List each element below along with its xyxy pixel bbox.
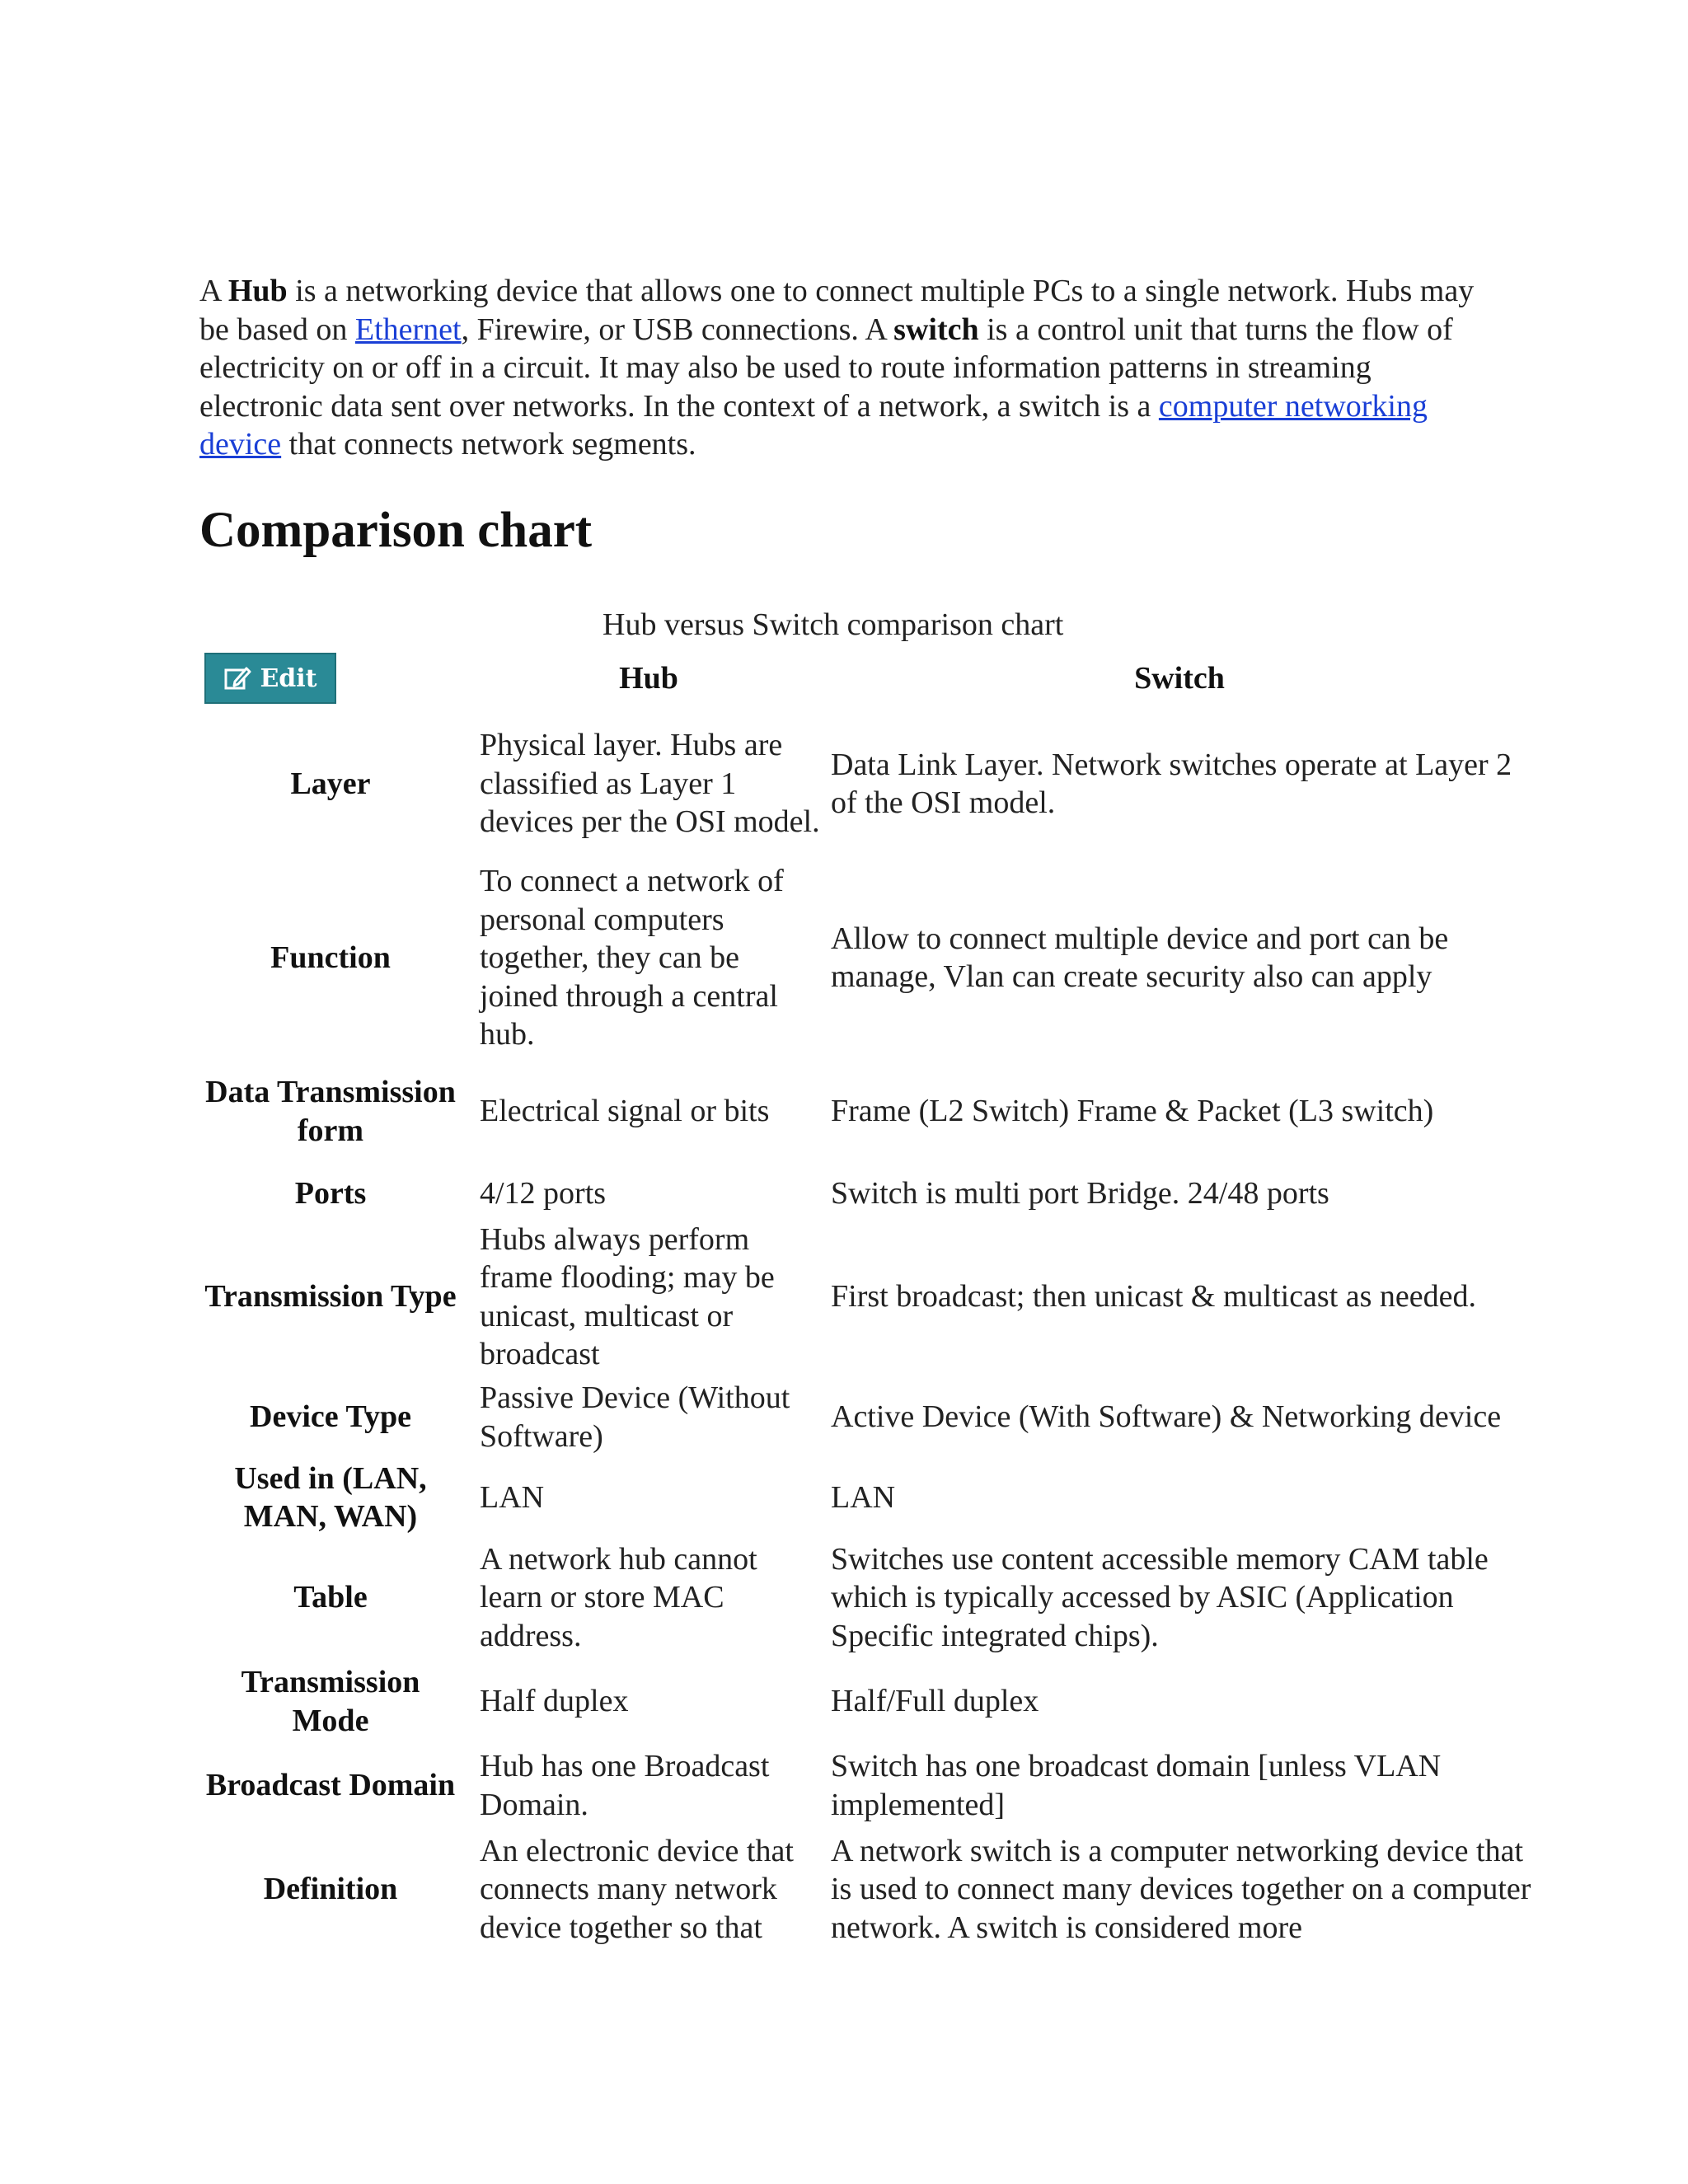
table-row [199,1219,1531,1376]
row-label: Transmission Type [204,1279,457,1315]
hub-cell: Hub has one Broadcast Domain. [480,1749,770,1822]
row-label: Data Transmission form [205,1075,456,1148]
switch-cell: Allow to connect multiple device and port can be manage, Vlan can create security also can apply [831,921,1449,995]
table-caption: Hub versus Switch comparison chart [603,607,1064,642]
table-row [199,1460,1531,1536]
switch-cell: Switch has one broadcast domain [unless VLAN implemented] [831,1749,1442,1822]
switch-cell: Switch is multi port Bridge. 24/48 ports [831,1176,1329,1212]
table-row [199,1828,1531,1952]
row-label: Layer [290,766,371,801]
comparison-table [199,651,1531,1952]
switch-cell: Half/Full duplex [831,1684,1039,1719]
table-row [199,705,1531,862]
row-label: Function [270,940,391,975]
intro-text-5: that connects network segments. [281,427,696,462]
table-header-row [199,651,1531,705]
hub-cell: Half duplex [480,1684,629,1719]
row-label: Transmission Mode [241,1665,420,1738]
switch-cell: Frame (L2 Switch) Frame & Packet (L3 switch) [831,1094,1434,1129]
table-row [199,1169,1531,1219]
row-label: Broadcast Domain [205,1768,456,1803]
table-row [199,1744,1531,1828]
hub-cell: LAN [480,1479,545,1515]
row-label: Definition [263,1872,398,1907]
hub-cell: Physical layer. Hubs are classified as Layer 1 devices per the OSI model. [480,728,820,840]
table-row [199,1376,1531,1460]
row-label: Used in (LAN, MAN, WAN) [234,1460,427,1534]
hub-cell: 4/12 ports [480,1176,607,1212]
switch-cell: LAN [831,1479,896,1515]
comparison-chart-heading: Comparison chart [199,503,593,558]
table-row [199,1660,1531,1744]
intro-switch-term: switch [893,312,979,347]
intro-text-1: A [199,274,228,308]
hub-cell: Hubs always perform frame flooding; may be unicast, multicast or broadcast [480,1221,775,1371]
table-row [199,1054,1531,1169]
switch-cell: Active Device (With Software) & Networking device [831,1399,1502,1435]
row-label: Ports [294,1176,367,1212]
header-hub: Hub [619,660,678,696]
computer-networking-device-link[interactable]: computer networking device [199,388,1428,462]
table-row [199,862,1531,1054]
hub-cell: To connect a network of personal computers together, they can be joined through a central hub. [480,864,784,1052]
hub-cell: A network hub cannot learn or store MAC address. [480,1541,757,1653]
hub-cell: Electrical signal or bits [480,1094,770,1129]
switch-cell: A network switch is a computer networking device that is used to connect many devices together on a computer network. A switch is considered more [831,1833,1531,1945]
intro-paragraph [199,272,1502,464]
header-switch: Switch [1134,660,1225,696]
ethernet-link[interactable]: Ethernet [354,312,462,347]
switch-cell: Switches use content accessible memory CAM table which is typically accessed by ASIC (Application Specific integrated chips). [831,1541,1489,1653]
row-label: Table [293,1580,368,1615]
header-empty-cell [199,651,470,705]
intro-hub-term: Hub [227,274,288,308]
switch-cell: Data Link Layer. Network switches operate at Layer 2 of the OSI model. [831,747,1512,820]
edit-button-label: Edit [260,663,317,693]
intro-text-3: , Firewire, or USB connections. A [461,312,894,347]
switch-cell: First broadcast; then unicast & multicast as needed. [831,1279,1477,1315]
hub-cell: Passive Device (Without Software) [480,1380,790,1454]
intro-text-4: is a control unit that turns the flow of electricity on or off in a circuit. It may also be used to route information patterns in streaming electronic data sent over networks. In the context of a network, a switch is a [199,312,1453,424]
table-row [199,1536,1531,1660]
hub-cell: An electronic device that connects many network device together so that [480,1833,794,1945]
intro-text-2: is a networking device that allows one to connect multiple PCs to a single network. Hubs may be based on [199,274,1475,347]
row-label: Device Type [250,1399,411,1435]
